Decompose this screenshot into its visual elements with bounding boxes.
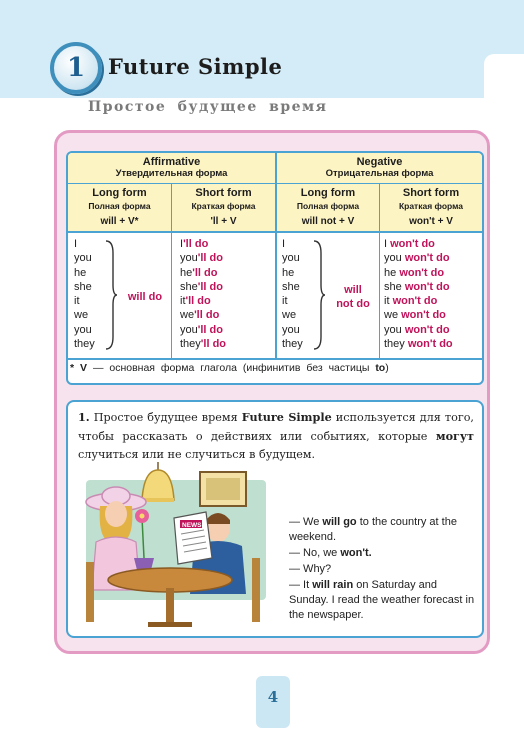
neg-short-row: [384, 323, 480, 337]
neg-short-forms: [384, 237, 480, 351]
negative-title-ru: Отрицательная форма: [325, 168, 434, 179]
pronoun: I: [180, 238, 184, 250]
chapter-title: Future Simple: [108, 54, 283, 79]
pronoun: we: [180, 309, 195, 322]
aff-short-row: [180, 280, 272, 294]
verb-form: 'll do: [197, 280, 223, 293]
divider-body: [68, 231, 482, 233]
dialog-block: [289, 515, 479, 624]
chapter-number: 1: [66, 53, 86, 83]
rule-text-part: используется для того, чтобы рассказать о действиях или событиях, которые: [78, 411, 474, 443]
pronoun: he: [180, 266, 193, 279]
neg-long-label-ru: Полная форма: [296, 201, 360, 211]
pronoun: you: [180, 252, 198, 265]
verb-form: 'll do: [192, 266, 218, 279]
verb-form: 'll do: [183, 238, 209, 250]
aff-short-forms: [180, 237, 272, 351]
neg-short-heading: [380, 187, 482, 229]
verb-form: 'll do: [197, 323, 223, 336]
pronoun: he: [384, 266, 397, 279]
rule-text: [78, 408, 474, 464]
neg-short-row: [384, 280, 480, 294]
dialog-bold: will rain: [312, 579, 354, 591]
dialog-text: to the country at the weekend.: [289, 516, 457, 543]
aff-short-row: [180, 323, 272, 337]
divider-footnote: [68, 358, 482, 360]
pronoun: we: [282, 309, 297, 322]
pronoun: she: [180, 280, 198, 293]
neg-long-heading: [277, 187, 379, 229]
footnote-close: ): [385, 362, 389, 374]
affirmative-title-ru: Утвердительная форма: [115, 168, 228, 179]
aff-short-label-ru: Краткая форма: [191, 201, 256, 211]
dialog-text: — It: [289, 579, 313, 591]
dialog-text: — No, we: [289, 547, 341, 559]
dialog-line: [289, 562, 479, 577]
verb-form: won't do: [390, 238, 435, 250]
grammar-table: [66, 151, 484, 385]
aff-short-row: [180, 308, 272, 322]
pronoun: I: [384, 238, 388, 250]
chapter-badge: [50, 42, 102, 94]
affirmative-heading: [68, 156, 275, 180]
pronoun: I: [282, 238, 286, 250]
page-number: 4: [267, 688, 279, 706]
pronoun: he: [282, 266, 295, 279]
aff-long-verb: will do: [127, 291, 163, 303]
aff-long-formula: will + V*: [100, 216, 139, 227]
aff-long-label: Long form: [92, 187, 147, 199]
brace-icon: [104, 239, 118, 351]
rule-number: 1.: [78, 410, 90, 424]
neg-short-row: [384, 294, 480, 308]
neg-short-label: Short form: [402, 187, 460, 199]
page-number-tab: [256, 676, 290, 728]
rule-text-part: Простое будущее время: [93, 411, 238, 424]
newspaper-headline: NEWS: [182, 522, 202, 529]
verb-form: 'll do: [194, 309, 220, 322]
table-footnote: [70, 362, 389, 374]
neg-long-formula: will not + V: [301, 216, 355, 227]
dialog-illustration: [78, 462, 272, 630]
footnote-mark: * V: [70, 362, 88, 374]
verb-form: won't do: [404, 323, 450, 336]
aff-short-formula: 'll + V: [210, 216, 237, 227]
aff-short-label: Short form: [195, 187, 252, 199]
footnote-text: — основная форма глагола (инфинитив без частицы: [92, 362, 370, 374]
pronoun: I: [74, 238, 78, 250]
neg-long-verb-not-do: not do: [336, 298, 370, 310]
affirmative-title: Affirmative: [142, 156, 201, 168]
pronoun: it: [384, 295, 390, 308]
neg-long-verb-will: will: [344, 284, 362, 296]
pronoun: they: [384, 338, 405, 351]
chapter-subtitle: Простое будущее время: [88, 99, 328, 115]
dialog-line: [289, 546, 479, 561]
pronoun: you: [384, 323, 402, 336]
header-corner-tab: [484, 54, 524, 98]
dialog-bold: won't.: [340, 547, 372, 559]
rule-emphasis: могут: [435, 429, 474, 443]
dialog-line: [289, 515, 479, 545]
pronoun: you: [384, 252, 402, 265]
pronoun: they: [282, 338, 303, 351]
dialog-bold: will go: [322, 516, 357, 528]
aff-long-label-ru: Полная форма: [88, 201, 151, 211]
neg-short-row: [384, 337, 480, 351]
pronoun: they: [74, 338, 95, 351]
rule-term: Future Simple: [241, 410, 332, 424]
dialog-text: — Why?: [289, 563, 332, 575]
pronoun: she: [74, 280, 92, 293]
dialog-text: — We: [289, 516, 323, 528]
verb-form: won't do: [407, 338, 453, 351]
dialog-line: [289, 578, 479, 623]
pronoun: she: [282, 280, 300, 293]
pronoun: you: [74, 323, 92, 336]
pronoun: we: [384, 309, 399, 322]
negative-heading: [277, 156, 482, 180]
pronoun: she: [384, 280, 402, 293]
neg-long-label: Long form: [300, 187, 356, 199]
verb-form: 'll do: [197, 252, 223, 265]
aff-short-row: [180, 337, 272, 351]
pronoun: it: [282, 295, 288, 308]
verb-form: won't do: [401, 309, 446, 322]
pronoun: you: [282, 323, 300, 336]
aff-short-heading: [172, 187, 275, 229]
pronoun: you: [282, 252, 300, 265]
brace-icon: [312, 239, 326, 351]
pronoun: you: [180, 323, 198, 336]
pronoun: they: [180, 338, 201, 351]
footnote-word: to: [375, 362, 386, 374]
aff-short-row: [180, 294, 272, 308]
rule-text-part: случиться или не случиться в будущем.: [78, 448, 316, 461]
pronoun: you: [74, 252, 92, 265]
pronoun: it: [180, 295, 186, 308]
aff-long-heading: [68, 187, 171, 229]
dialog-text: on Saturday and Sunday. I read the weather forecast in the newspaper.: [289, 579, 475, 621]
neg-short-row: [384, 251, 480, 265]
neg-short-row: [384, 237, 480, 251]
verb-form: 'll do: [200, 338, 227, 351]
neg-short-row: [384, 266, 480, 280]
divider-header: [68, 183, 482, 184]
verb-form: won't do: [399, 266, 445, 279]
aff-short-row: [180, 251, 272, 265]
negative-title: Negative: [356, 156, 403, 168]
pronoun: he: [74, 266, 87, 279]
aff-short-row: [180, 266, 272, 280]
verb-form: won't do: [392, 295, 438, 308]
verb-form: won't do: [404, 280, 450, 293]
neg-short-label-ru: Краткая форма: [398, 201, 464, 211]
neg-short-row: [384, 308, 480, 322]
pronoun: it: [74, 295, 80, 308]
neg-short-formula: won't + V: [409, 216, 453, 227]
verb-form: won't do: [404, 252, 450, 265]
pronoun: we: [74, 309, 89, 322]
aff-short-row: [180, 237, 272, 251]
verb-form: 'll do: [185, 295, 211, 308]
neg-long-verb: [326, 283, 380, 311]
